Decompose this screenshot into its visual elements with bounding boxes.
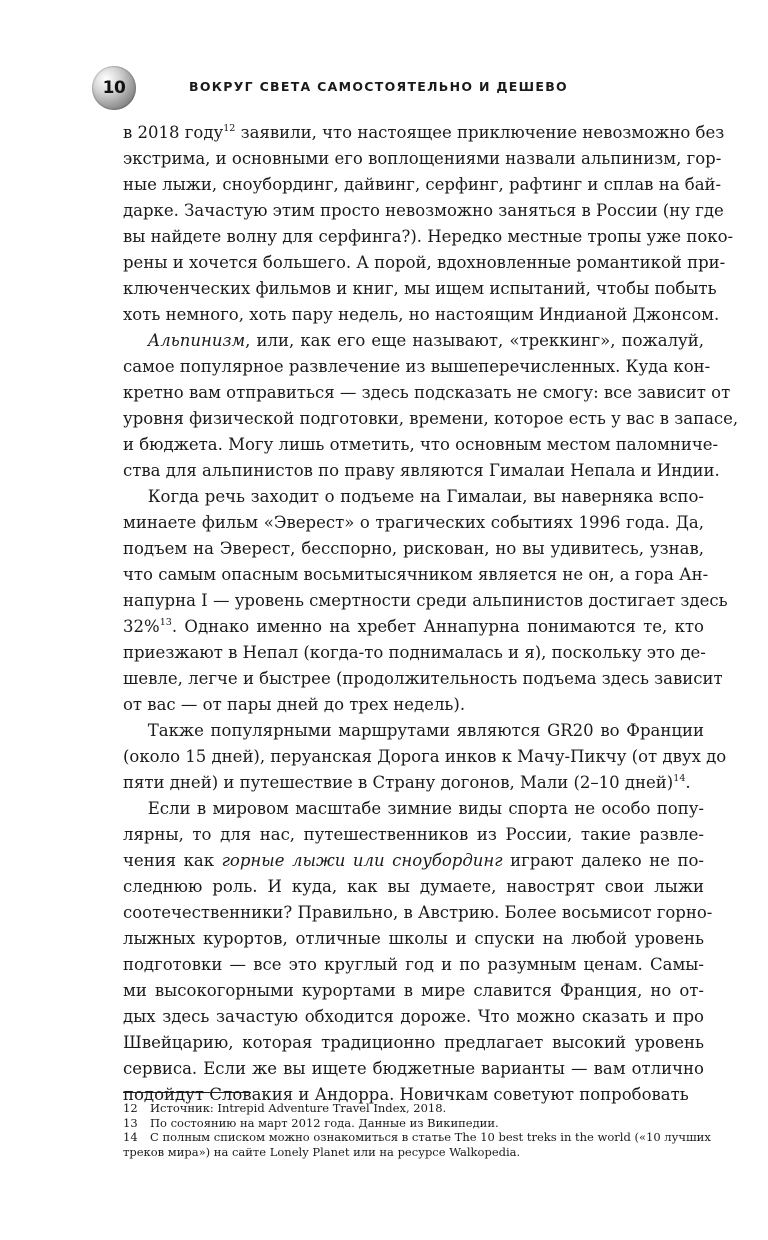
text-line: ключенческих фильмов и книг, мы ищем испытаний, чтобы побыть: [123, 279, 717, 298]
text-line: минаете фильм «Эверест» о трагических событиях 1996 года. Да,: [123, 513, 704, 532]
body-text: [123, 120, 739, 1108]
paragraph: [123, 328, 739, 484]
text-line: ми высокогорными курортами в мире славится Франция, но от-: [123, 981, 704, 1000]
footnote-line: 14 С полным списком можно ознакомиться в статье The 10 best treks in the world («10 лучших: [123, 1130, 711, 1144]
paragraph: [123, 718, 727, 796]
text-line: приезжают в Непал (когда-то поднималась и я), поскольку это де-: [123, 643, 706, 662]
text-line: хоть немного, хоть пару недель, но настоящим Индианой Джонсом.: [123, 305, 720, 324]
text-line: в 2018 году$^{12}$ заявили, что настоящее приключение невозможно без: [123, 122, 725, 142]
text-line: Также популярными маршрутами являются GR20 во Франции: [123, 721, 704, 740]
paragraph: [123, 484, 728, 718]
text-line: и бюджета. Могу лишь отметить, что основным местом паломниче-: [123, 435, 719, 454]
emphasis: горные лыжи или сноубординг: [221, 851, 503, 870]
text-line: вы найдете волну для серфинга?). Нередко местные тропы уже поко-: [123, 227, 734, 246]
text-line: подъем на Эверест, бесспорно, рискован, но вы удивитесь, узнав,: [123, 539, 704, 558]
text-line: Если в мировом масштабе зимние виды спорта не особо попу-: [123, 799, 704, 818]
page-number: 10: [102, 78, 126, 98]
footnote-line: треков мира») на сайте Lonely Planet или на ресурсе Walkopedia.: [123, 1144, 521, 1159]
text-line: подойдут Словакия и Андорра. Новичкам советуют попробовать: [123, 1085, 689, 1104]
footnote-number: 14: [123, 1130, 138, 1144]
text-line: Швейцарию, которая традиционно предлагает высокий уровень: [123, 1033, 704, 1052]
text-line: что самым опасным восьмитысячником является не он, а гора Ан-: [123, 565, 709, 584]
footnote-ref: 13: [159, 616, 172, 628]
text-line: ства для альпинистов по праву являются Гималаи Непала и Индии.: [123, 461, 720, 480]
text-line: лыжных курортов, отличные школы и спуски на любой уровень: [123, 929, 704, 948]
text-line: Альпинизм, или, как его еще называют, «треккинг», пожалуй,: [147, 331, 704, 350]
text-line: ные лыжи, сноубординг, дайвинг, серфинг, рафтинг и сплав на бай-: [123, 175, 722, 194]
text-line: дарке. Зачастую этим просто невозможно заняться в России (ну где: [123, 201, 724, 220]
footnotes: [123, 1101, 711, 1159]
text-line: соотечественники? Правильно, в Австрию. Более восьмисот горно-: [123, 903, 713, 922]
footnote: [123, 1116, 704, 1131]
text-line: рены и хочется большего. А порой, вдохновленные романтикой при-: [123, 253, 726, 272]
text-line: экстрима, и основными его воплощениями назвали альпинизм, гор-: [123, 149, 722, 168]
text-line: пяти дней) и путешествие в Страну догонов, Мали (2–10 дней)$^{14}$.: [123, 772, 691, 792]
text-line: дых здесь зачастую обходится дороже. Что можно сказать и про: [123, 1007, 704, 1026]
footnote: [123, 1130, 711, 1159]
text-line: шевле, легче и быстрее (продолжительность подъема здесь зависит: [123, 669, 723, 688]
footnote-separator: [123, 1092, 251, 1093]
footnote: [123, 1101, 704, 1116]
paragraph: [123, 120, 734, 328]
footnote-number: 13: [123, 1115, 138, 1130]
text-line: Когда речь заходит о подъеме на Гималаи, вы наверняка вспо-: [123, 487, 704, 506]
running-title: ВОКРУГ СВЕТА САМОСТОЯТЕЛЬНО И ДЕШЕВО: [189, 79, 568, 94]
emphasis: Альпинизм: [147, 331, 246, 350]
text-line: уровня физической подготовки, времени, которое есть у вас в запасе,: [123, 409, 739, 428]
footnote-line: 12 Источник: Intrepid Adventure Travel Index, 2018.: [123, 1101, 447, 1115]
text-line: подготовки — все это круглый год и по разумным ценам. Самы-: [123, 955, 704, 974]
text-line: напурна I — уровень смертности среди альпинистов достигает здесь: [123, 591, 728, 610]
paragraph: [123, 796, 713, 1108]
text-line: лярны, то для нас, путешественников из России, такие развле-: [123, 825, 704, 844]
text-line: (около 15 дней), перуанская Дорога инков к Мачу-Пикчу (от двух до: [123, 747, 727, 766]
footnote-number: 12: [123, 1101, 138, 1115]
text-line: 32%$^{13}$. Однако именно на хребет Аннапурна понимаются те, кто: [123, 616, 704, 636]
running-header: [92, 66, 728, 112]
text-line: от вас — от пары дней до трех недель).: [123, 695, 466, 714]
text-line: сервиса. Если же вы ищете бюджетные варианты — вам отлично: [123, 1059, 704, 1078]
text-line: самое популярное развлечение из вышеперечисленных. Куда кон-: [123, 357, 711, 376]
footnote-ref: 14: [673, 772, 686, 784]
text-line: чения как горные лыжи или сноубординг играют далеко не по-: [123, 851, 705, 870]
text-line: кретно вам отправиться — здесь подсказать не смогу: все зависит от: [123, 383, 731, 402]
footnote-ref: 12: [223, 122, 236, 134]
footnote-line: 13 По состоянию на март 2012 года. Данные из Википедии.: [123, 1115, 499, 1130]
text-line: следнюю роль. И куда, как вы думаете, навострят свои лыжи: [123, 877, 704, 896]
